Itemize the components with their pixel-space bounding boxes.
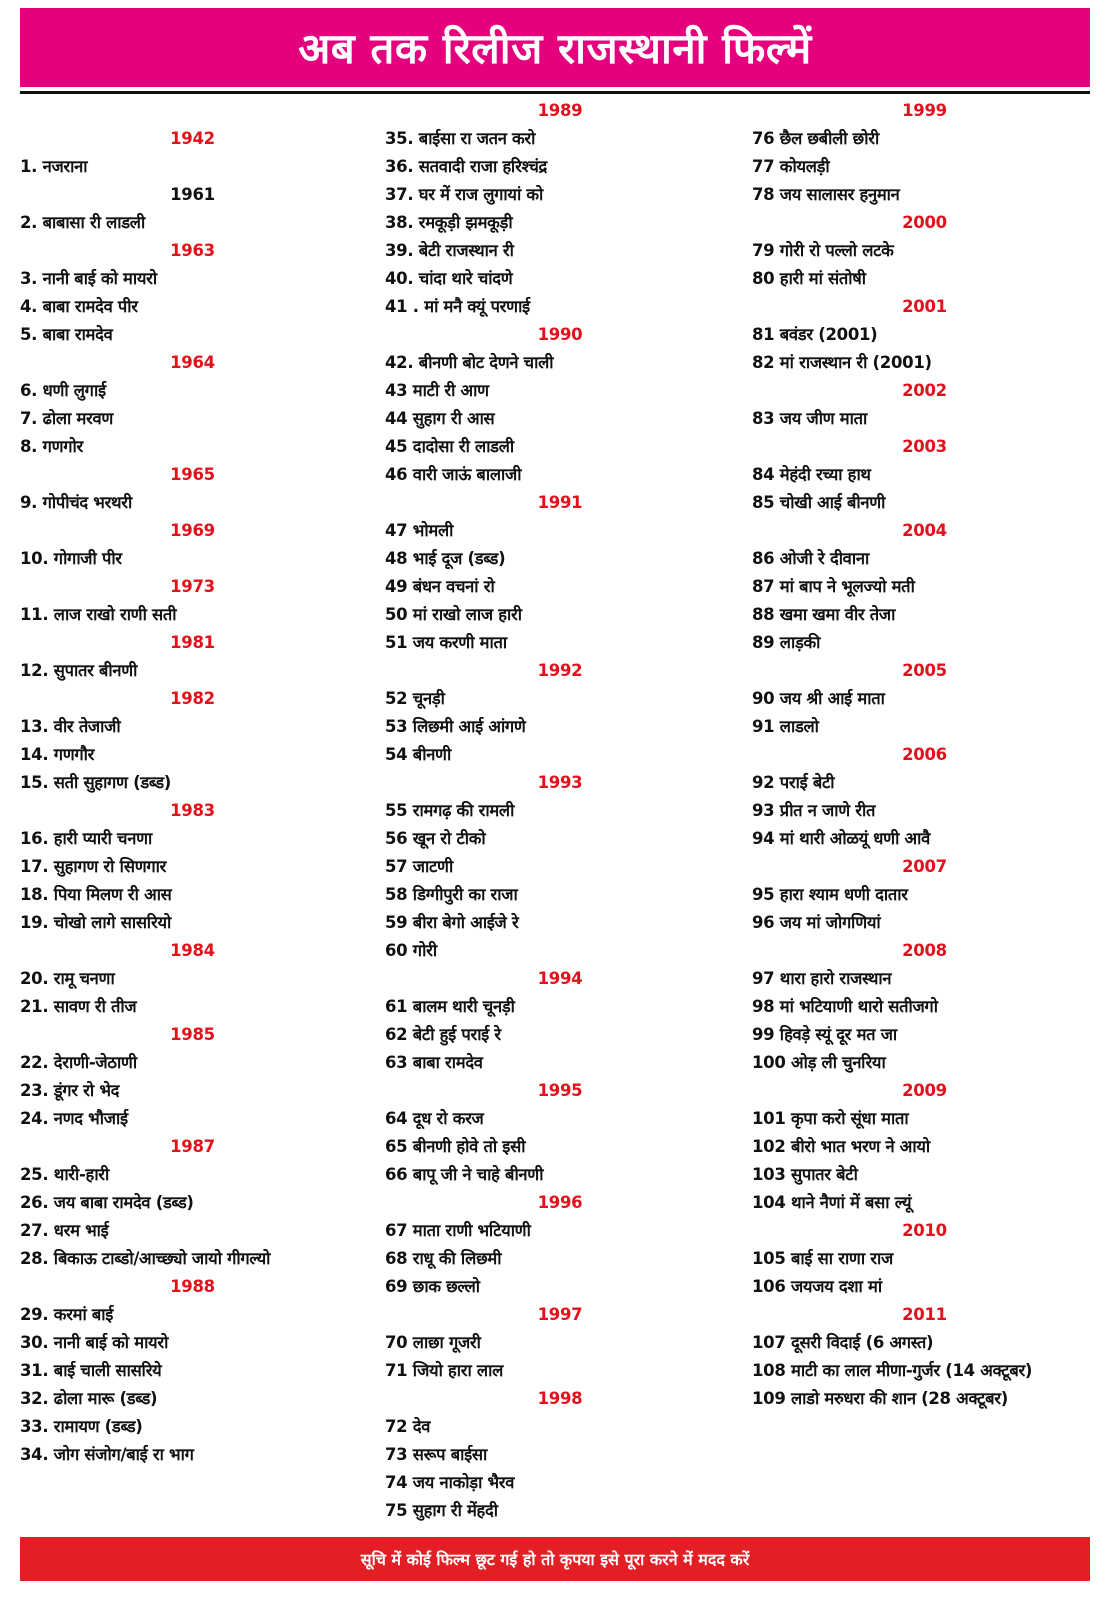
film-entry: 32. ढोला मारू (डब्ड) [20, 1389, 158, 1408]
film-entry: 77 कोयलड़ी [752, 157, 830, 176]
film-entry: 25. थारी-हारी [20, 1165, 110, 1184]
year-heading: 1997 [537, 1305, 583, 1324]
film-entry: 27. धरम भाई [20, 1221, 109, 1240]
film-entry: 97 थारा हारो राजस्थान [752, 969, 892, 988]
title-divider [20, 91, 1090, 94]
year-heading: 1999 [902, 101, 947, 120]
year-heading: 1994 [537, 969, 583, 988]
film-entry: 44 सुहाग री आस [385, 409, 495, 428]
film-entry: 39. बेटी राजस्थान री [385, 241, 514, 260]
film-entry: 58 डिग्गीपुरी का राजा [385, 885, 518, 904]
film-entry: 108 माटी का लाल मीणा-गुर्जर (14 अक्टूबर) [752, 1361, 1033, 1380]
film-entry: 42. बीनणी बोट देणने चाली [385, 353, 554, 372]
film-entry: 12. सुपातर बीनणी [20, 661, 138, 680]
year-heading: 1981 [170, 633, 215, 652]
film-entry: 68 राधू की लिछमी [385, 1249, 502, 1268]
film-entry: 72 देव [385, 1417, 431, 1436]
year-heading: 2001 [902, 297, 947, 316]
film-entry: 99 हिवड़े स्यूं दूर मत जा [752, 1025, 897, 1044]
film-entry: 51 जय करणी माता [385, 633, 507, 652]
film-entry: 30. नानी बाई को मायरो [20, 1333, 169, 1352]
year-heading: 2010 [902, 1221, 947, 1240]
year-heading: 1990 [537, 325, 583, 344]
page-title: अब तक रिलीज राजस्थानी फिल्में [20, 8, 1090, 87]
film-entry: 14. गणगौर [20, 745, 95, 764]
film-entry: 74 जय नाकोड़ा भैरव [385, 1473, 515, 1492]
film-entry: 64 दूध रो करज [385, 1109, 484, 1128]
film-list-column-1 [20, 97, 365, 1469]
film-entry: 3. नानी बाई को मायरो [20, 269, 157, 288]
year-heading: 1989 [537, 101, 583, 120]
year-heading: 2008 [902, 941, 947, 960]
year-heading: 1969 [170, 521, 215, 540]
film-entry: 60 गोरी [385, 941, 437, 960]
year-heading: 2009 [902, 1081, 947, 1100]
year-heading: 1991 [537, 493, 583, 512]
film-entry: 49 बंधन वचनां रो [385, 577, 495, 596]
year-heading: 1993 [537, 773, 583, 792]
film-entry: 90 जय श्री आई माता [752, 689, 885, 708]
film-entry: 69 छाक छल्लो [385, 1277, 480, 1296]
year-heading: 1998 [537, 1389, 583, 1408]
film-entry: 71 जियो हारा लाल [385, 1361, 503, 1380]
film-entry: 33. रामायण (डब्ड) [20, 1417, 143, 1436]
film-entry: 70 लाछा गूजरी [385, 1333, 481, 1352]
film-entry: 22. देराणी-जेठाणी [20, 1053, 137, 1072]
film-entry: 73 सरूप बाईसा [385, 1445, 488, 1464]
film-entry: 2. बाबासा री लाडली [20, 213, 145, 232]
film-entry: 104 थाने नैणां में बसा ल्यूं [752, 1193, 912, 1212]
film-entry: 94 मां थारी ओळयूं धणी आवै [752, 829, 930, 848]
film-entry: 46 वारी जाऊं बालाजी [385, 465, 522, 484]
film-entry: 62 बेटी हुई पराई रे [385, 1025, 501, 1044]
film-entry: 96 जय मां जोगणियां [752, 913, 881, 932]
year-heading: 1988 [170, 1277, 215, 1296]
film-entry: 78 जय सालासर हनुमान [752, 185, 900, 204]
film-entry: 80 हारी मां संतोषी [752, 269, 866, 288]
film-entry: 31. बाई चाली सासरिये [20, 1361, 162, 1380]
film-entry: 107 दूसरी विदाई (6 अगस्त) [752, 1333, 934, 1352]
film-entry: 54 बीनणी [385, 745, 451, 764]
film-entry: 23. डूंगर रो भेद [20, 1081, 120, 1100]
film-entry: 76 छैल छबीली छोरी [752, 129, 879, 148]
year-heading: 1963 [170, 241, 215, 260]
film-entry: 79 गोरी रो पल्लो लटके [752, 241, 894, 260]
film-entry: 29. करमां बाई [20, 1305, 114, 1324]
film-entry: 5. बाबा रामदेव [20, 325, 113, 344]
film-entry: 43 माटी री आण [385, 381, 489, 400]
film-list-column-2 [385, 97, 735, 1525]
film-entry: 50 मां राखो लाज हारी [385, 605, 522, 624]
film-entry: 19. चोखो लागे सासरियो [20, 913, 171, 932]
film-entry: 98 मां भटियाणी थारो सतीजगो [752, 997, 938, 1016]
film-list-column-3 [752, 97, 1097, 1413]
year-heading: 2005 [902, 661, 947, 680]
year-heading: 2003 [902, 437, 947, 456]
film-entry: 28. बिकाऊ टाब्डो/आच्छ्यो जायो गीगल्यो [20, 1249, 271, 1268]
year-heading: 1987 [170, 1137, 215, 1156]
film-entry: 26. जय बाबा रामदेव (डब्ड) [20, 1193, 194, 1212]
film-entry: 24. नणद भौजाई [20, 1109, 128, 1128]
film-entry: 100 ओड़ ली चुनरिया [752, 1053, 886, 1072]
film-entry: 88 खमा खमा वीर तेजा [752, 605, 896, 624]
film-entry: 40. चांदा थारे चांदणे [385, 269, 513, 288]
film-entry: 47 भोमली [385, 521, 454, 540]
film-entry: 89 लाड़की [752, 633, 821, 652]
film-entry: 93 प्रीत न जाणे रीत [752, 801, 876, 820]
year-heading: 2004 [902, 521, 947, 540]
film-entry: 56 खून रो टीको [385, 829, 486, 848]
film-entry: 95 हारा श्याम धणी दातार [752, 885, 908, 904]
year-heading: 1965 [170, 465, 215, 484]
film-entry: 37. घर में राज लुगायां को [385, 185, 544, 204]
film-entry: 84 मेहंदी रच्या हाथ [752, 465, 871, 484]
film-entry: 83 जय जीण माता [752, 409, 867, 428]
film-entry: 86 ओजी रे दीवाना [752, 549, 869, 568]
film-entry: 109 लाडो मरुधरा की शान (28 अक्टूबर) [752, 1389, 1008, 1408]
film-entry: 59 बीरा बेगो आईजे रे [385, 913, 519, 932]
film-entry: 41 . मां मनै क्यूं परणाई [385, 297, 530, 316]
film-entry: 16. हारी प्यारी चनणा [20, 829, 152, 848]
film-entry: 35. बाईसा रा जतन करो [385, 129, 536, 148]
film-entry: 57 जाटणी [385, 857, 453, 876]
film-entry: 65 बीनणी होवे तो इसी [385, 1137, 526, 1156]
year-heading: 2006 [902, 745, 947, 764]
film-entry: 101 कृपा करो सूंधा माता [752, 1109, 909, 1128]
film-entry: 6. धणी लुगाई [20, 381, 106, 400]
film-entry: 45 दादोसा री लाडली [385, 437, 514, 456]
film-entry: 85 चोखी आई बीनणी [752, 493, 886, 512]
year-heading: 1983 [170, 801, 215, 820]
film-entry: 36. सतवादी राजा हरिश्चंद्र [385, 157, 547, 176]
film-entry: 67 माता राणी भटियाणी [385, 1221, 531, 1240]
film-entry: 15. सती सुहागण (डब्ड) [20, 773, 171, 792]
year-heading: 2007 [902, 857, 947, 876]
film-entry: 92 पराई बेटी [752, 773, 835, 792]
film-entry: 18. पिया मिलण री आस [20, 885, 172, 904]
year-heading: 1973 [170, 577, 215, 596]
year-heading: 1984 [170, 941, 215, 960]
year-heading: 1996 [537, 1193, 583, 1212]
film-entry: 4. बाबा रामदेव पीर [20, 297, 138, 316]
film-entry: 13. वीर तेजाजी [20, 717, 121, 736]
film-entry: 105 बाई सा राणा राज [752, 1249, 893, 1268]
film-entry: 55 रामगढ़ की रामली [385, 801, 515, 820]
film-entry: 106 जयजय दशा मां [752, 1277, 882, 1296]
film-entry: 81 बवंडर (2001) [752, 325, 878, 344]
film-entry: 10. गोगाजी पीर [20, 549, 122, 568]
film-entry: 8. गणगोर [20, 437, 83, 456]
film-entry: 48 भाई दूज (डब्ड) [385, 549, 506, 568]
year-heading: 1961 [170, 185, 215, 204]
year-heading: 1985 [170, 1025, 215, 1044]
film-entry: 21. सावण री तीज [20, 997, 137, 1016]
film-entry: 38. रमकूड़ी झमकूड़ी [385, 213, 513, 232]
column-spacer [20, 97, 365, 125]
year-heading: 2000 [902, 213, 947, 232]
film-entry: 63 बाबा रामदेव [385, 1053, 483, 1072]
film-entry: 82 मां राजस्थान री (2001) [752, 353, 932, 372]
year-heading: 1964 [170, 353, 215, 372]
film-entry: 61 बालम थारी चूनड़ी [385, 997, 515, 1016]
film-entry: 103 सुपातर बेटी [752, 1165, 858, 1184]
film-entry: 9. गोपीचंद भरथरी [20, 493, 132, 512]
film-entry: 102 बीरो भात भरण ने आयो [752, 1137, 930, 1156]
year-heading: 1992 [537, 661, 583, 680]
film-entry: 17. सुहागण रो सिणगार [20, 857, 167, 876]
film-entry: 87 मां बाप ने भूलज्यो मती [752, 577, 915, 596]
year-heading: 1942 [170, 129, 215, 148]
film-entry: 7. ढोला मरवण [20, 409, 113, 428]
year-heading: 1995 [537, 1081, 583, 1100]
film-entry: 52 चूनड़ी [385, 689, 445, 708]
film-entry: 20. रामू चनणा [20, 969, 115, 988]
footer-note: सूचि में कोई फिल्म छूट गई हो तो कृपया इसे पूरा करने में मदद करें [20, 1537, 1090, 1581]
film-entry: 1. नजराना [20, 157, 88, 176]
film-entry: 75 सुहाग री मेंहदी [385, 1501, 498, 1520]
year-heading: 2011 [902, 1305, 947, 1324]
film-entry: 66 बापू जी ने चाहे बीनणी [385, 1165, 544, 1184]
film-entry: 11. लाज राखो राणी सती [20, 605, 177, 624]
film-entry: 53 लिछमी आई आंगणे [385, 717, 526, 736]
year-heading: 1982 [170, 689, 215, 708]
year-heading: 2002 [902, 381, 947, 400]
film-entry: 34. जोग संजोग/बाई रा भाग [20, 1445, 194, 1464]
film-entry: 91 लाडलो [752, 717, 819, 736]
